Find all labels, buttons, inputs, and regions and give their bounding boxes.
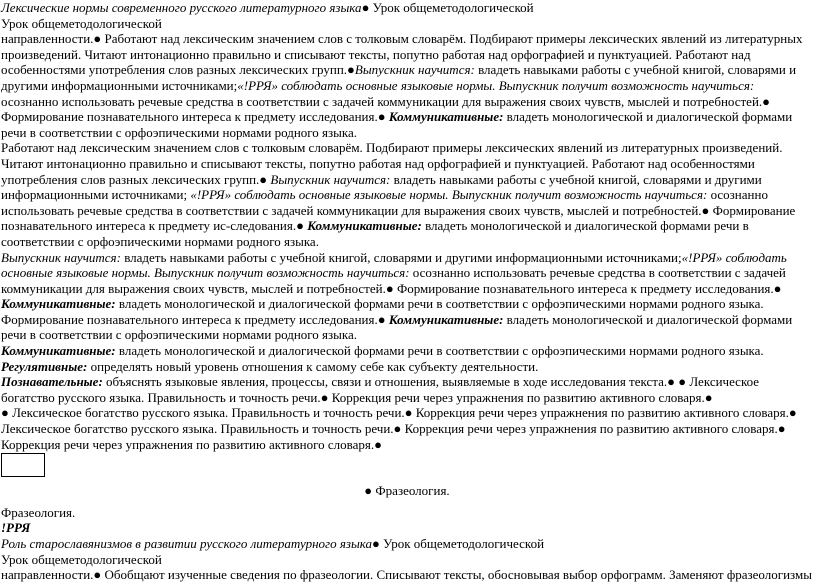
lesson-outcomes-3: Выпускник научится: владеть навыками работы с учебной книгой, словарями и другими информационными источниками;«!РРЯ» соблюдать основные языковые нормы. Выпускник получит возможность научиться: осознанно использовать речевые средства в соответствии с задачей коммуникации для выражения своих чувств, мыслей и потребностей.● Формирование познавательного интереса к предмету исследования.● Коммуникативные: владеть монологической и диалогической формами речи в соответствии с орфоэпическими нормами родного языка. [1,249,787,312]
lesson-heading-1 [1,0,813,16]
lesson-type-line-2: Урок общеметодологической [1,551,162,567]
outcome-label: Выпускник научится: [354,62,475,78]
empty-table-cell [1,453,45,477]
lesson-type-1: ● Урок общеметодологической [361,0,534,15]
lesson-activities-1: направленности.● Работают над лексическим значением слов с толковым словарём. Подбирают примеры лексических явлений из литературных произведений. Читают интонационно правильно и списывают тексты, попутно работая над орфографией и пунктуацией. Работают над особенностями употребления слов разных лексических групп.●Выпускник научится: владеть навыками работы с учебной книгой, словарями и другими информационными источниками;«!РРЯ» соблюдать основные языковые нормы. Выпускник получит возможность научиться: осознанно использовать речевые средства в соответствии с задачей коммуникации для выражения своих чувств, мыслей и потребностей.● Формирование познавательного интереса к предмету исследования.● Коммуникативные: владеть монологической и диалогической формами речи в соответствии с орфоэпическими нормами родного языка. [1,31,803,140]
outcome-label: Выпускник получит возможность научиться: [451,187,708,203]
phraseology-line: Фразеология. [1,504,76,520]
lesson-outcomes-5: Коммуникативные: владеть монологической и диалогической формами речи в соответствии с орфоэпическими нормами родного языка. [1,343,764,359]
lesson-activities-2: Работают над лексическим значением слов с толковым словарём. Подбирают примеры лексических явлений из литературных произведений. Читают интонационно правильно и списывают тексты, попутно работая над орфографией и пунктуацией. Работают над особенностями употребления слов разных лексических групп.● Выпускник научится: владеть навыками работы с учебной книгой, словарями и другими информационными источниками; «!РРЯ» соблюдать основные языковые нормы. Выпускник получит возможность научиться: осознанно использовать речевые средства в соответствии с задачей коммуникации для выражения своих чувств, мыслей и потребностей.● Формирование познавательного интереса к предмету ис-следования.● Коммуникативные: владеть монологической и диалогической формами речи в соответствии с орфоэпическими нормами родного языка. [1,140,796,249]
lesson-outcomes-4: Формирование познавательного интереса к предмету исследования.● Коммуникативные: владеть монологической и диалогической формами речи в соответствии с орфоэпическими нормами родного языка. [1,311,793,343]
communicative-label: Коммуникативные: [307,218,422,234]
lesson-topic-2: Роль старославянизмов в развитии русского литературного языка [1,536,373,551]
lesson-topic-1: Лексические нормы современного русского литературного языка [1,0,362,15]
phraseology-centered: ● Фразеология. [364,483,450,499]
rrya-marker: !РРЯ [1,520,31,536]
cognitive-label: Познавательные: [1,374,103,390]
lesson-type-line-1: Урок общеметодологической [1,15,162,31]
rrya-note: «!РРЯ» соблюдать основные языковые нормы. [190,187,449,203]
lesson-activities-last: направленности.● Обобщают изученные сведения по фразеологии. Списывают тексты, обосновывая выбор орфограмм. Заменяют фразеологизмы [1,567,812,583]
outcome-label: Выпускник получит возможность научиться: [154,265,410,281]
communicative-label: Коммуникативные: [1,296,116,312]
outcome-label: Выпускник получит возможность научиться: [498,77,755,93]
lesson-type-2: ● Урок общеметодологической [372,536,545,551]
speech-correction-line: Коррекция речи через упражнения по развитию активного словаря.● [1,436,382,452]
communicative-label: Коммуникативные: [1,343,116,359]
lesson-heading-2 [1,536,813,552]
regulatory-label: Регулятивные: [1,358,88,374]
communicative-label: Коммуникативные: [388,109,504,125]
lexical-richness-line-2: Лексическое богатство русского языка. Правильность и точность речи.● Коррекция речи через упражнения по развитию активного словаря.● [1,421,786,437]
cognitive-line: Познавательные: объяснять языковые явления, процессы, связи и отношения, выявляемые в ходе исследования текста.● ● Лексическое богатство русского языка. Правильность и точность речи.● Коррекция речи через упражнения по развитию активного словаря.● [1,374,760,405]
document-page [1,0,813,583]
rrya-note: «!РРЯ» соблюдать основные языковые нормы. [1,249,787,281]
lexical-richness-line-1: ● Лексическое богатство русского языка. Правильность и точность речи.● Коррекция речи через упражнения по развитию активного словаря.● [1,405,797,421]
communicative-label: Коммуникативные: [388,311,504,327]
outcome-label: Выпускник научится: [1,249,121,265]
regulatory-line: Регулятивные: определять новый уровень отношения к самому себе как субъекту деятельности. [1,358,539,374]
outcome-label: Выпускник научится: [270,171,391,187]
rrya-note: «!РРЯ» соблюдать основные языковые нормы. [237,77,496,93]
